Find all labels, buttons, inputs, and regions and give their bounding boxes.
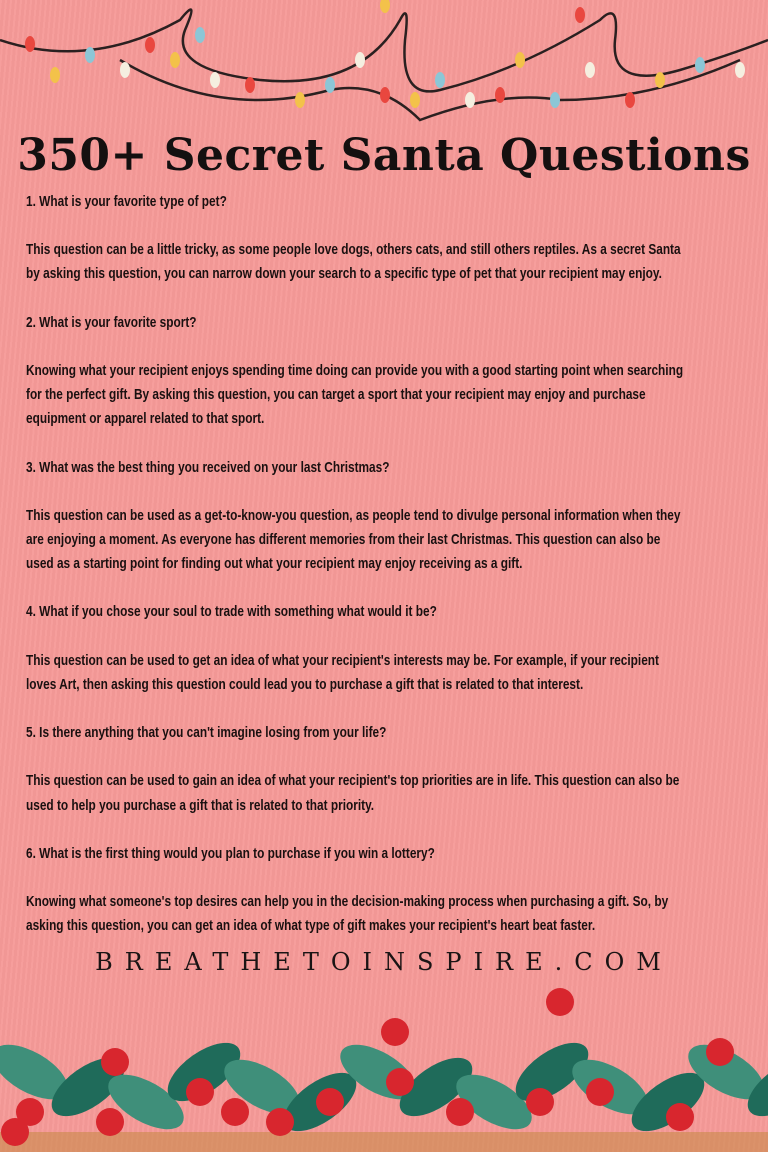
answer-line: used as a starting point for finding out what your recipient may enjoy receiving as a gift.	[26, 555, 523, 573]
light-bulb-icon	[145, 37, 155, 53]
holly-berry-icon	[526, 1088, 554, 1116]
spacer	[26, 818, 768, 842]
question-item	[26, 697, 768, 818]
spacer	[26, 697, 768, 721]
holly-berry-icon	[446, 1098, 474, 1126]
holly-berry-icon	[96, 1108, 124, 1136]
question-item	[26, 576, 768, 697]
light-bulb-icon	[295, 92, 305, 108]
holly-decoration	[0, 982, 768, 1152]
answer-line: This question can be a little tricky, as some people love dogs, others cats, and still others reptiles. As a secret Santa	[26, 241, 681, 259]
answer-line: for the perfect gift. By asking this question, you can target a sport that your recipient may enjoy and purchase	[26, 386, 646, 404]
question-heading: 6. What is the first thing would you plan to purchase if you win a lottery?	[26, 844, 435, 862]
holly-berry-icon	[221, 1098, 249, 1126]
holly-berry-icon	[266, 1108, 294, 1136]
holly-berry-icon	[186, 1078, 214, 1106]
light-bulb-icon	[625, 92, 635, 108]
spacer	[26, 576, 768, 600]
light-bulb-icon	[585, 62, 595, 78]
spacer	[26, 625, 768, 649]
light-bulb-icon	[735, 62, 745, 78]
light-bulb-icon	[380, 0, 390, 13]
light-bulb-icon	[355, 52, 365, 68]
answer-line: asking this question, you can get an idea of what type of gift makes your recipient's heart beat faster.	[26, 917, 596, 935]
spacer	[26, 480, 768, 504]
spacer	[26, 335, 768, 359]
light-bulb-icon	[380, 87, 390, 103]
question-heading: 2. What is your favorite sport?	[26, 313, 197, 331]
spacer	[26, 431, 768, 455]
light-bulb-icon	[655, 72, 665, 88]
light-bulb-icon	[25, 36, 35, 52]
light-bulb-icon	[170, 52, 180, 68]
light-bulb-icon	[85, 47, 95, 63]
answer-line: used to help you purchase a gift that is related to that priority.	[26, 796, 375, 814]
spacer	[26, 745, 768, 769]
question-heading: 1. What is your favorite type of pet?	[26, 193, 227, 210]
light-bulb-icon	[245, 77, 255, 93]
answer-line: are enjoying a moment. As everyone has different memories from their last Christmas. This question can also be	[26, 530, 661, 548]
page-title: 350+ Secret Santa Questions	[17, 130, 751, 181]
light-bulb-icon	[550, 92, 560, 108]
answer-line: equipment or apparel related to that sport.	[26, 410, 265, 428]
answer-line: Knowing what your recipient enjoys spending time doing can provide you with a good starting point when searching	[26, 361, 684, 379]
holly-berry-icon	[1, 1118, 29, 1146]
holly-berry-icon	[666, 1103, 694, 1131]
light-bulb-icon	[695, 57, 705, 73]
holly-berry-icon	[586, 1078, 614, 1106]
question-item	[26, 431, 768, 576]
holly-berry-icon	[381, 1018, 409, 1046]
light-bulb-icon	[495, 87, 505, 103]
light-bulb-icon	[515, 52, 525, 68]
question-item	[26, 818, 768, 939]
answer-line: This question can be used as a get-to-know-you question, as people tend to divulge personal information when they	[26, 506, 681, 524]
light-bulb-icon	[575, 7, 585, 23]
question-heading: 3. What was the best thing you received on your last Christmas?	[26, 458, 390, 476]
question-list	[26, 190, 768, 938]
light-bulb-icon	[435, 72, 445, 88]
spacer	[26, 287, 768, 311]
question-heading: 5. Is there anything that you can't imagine losing from your life?	[26, 724, 387, 742]
christmas-lights-decoration	[0, 0, 768, 140]
answer-line: loves Art, then asking this question could lead you to purchase a gift that is related to that interest.	[26, 675, 584, 693]
spacer	[26, 866, 768, 890]
answer-line: by asking this question, you can narrow down your search to a specific type of pet that your recipient may enjoy.	[26, 265, 662, 283]
question-item	[26, 190, 768, 287]
light-bulb-icon	[325, 77, 335, 93]
answer-line: This question can be used to get an idea of what your recipient's interests may be. For example, if your recipient	[26, 651, 659, 669]
light-bulb-icon	[210, 72, 220, 88]
question-item	[26, 287, 768, 432]
light-bulb-icon	[465, 92, 475, 108]
spacer	[26, 214, 768, 238]
light-bulb-icon	[120, 62, 130, 78]
holly-berry-icon	[706, 1038, 734, 1066]
light-bulb-icon	[195, 27, 205, 43]
website-footer: BREATHETOINSPIRE.COM	[95, 948, 673, 976]
answer-line: This question can be used to gain an idea of what your recipient's top priorities are in life. This question can also be	[26, 772, 680, 790]
holly-berry-icon	[316, 1088, 344, 1116]
holly-berry-icon	[101, 1048, 129, 1076]
light-bulb-icon	[50, 67, 60, 83]
holly-berry-icon	[386, 1068, 414, 1096]
answer-line: Knowing what someone's top desires can help you in the decision-making process when purchasing a gift. So, by	[26, 893, 669, 911]
question-heading: 4. What if you chose your soul to trade with something what would it be?	[26, 603, 437, 621]
light-bulb-icon	[410, 92, 420, 108]
holly-berry-icon	[546, 988, 574, 1016]
